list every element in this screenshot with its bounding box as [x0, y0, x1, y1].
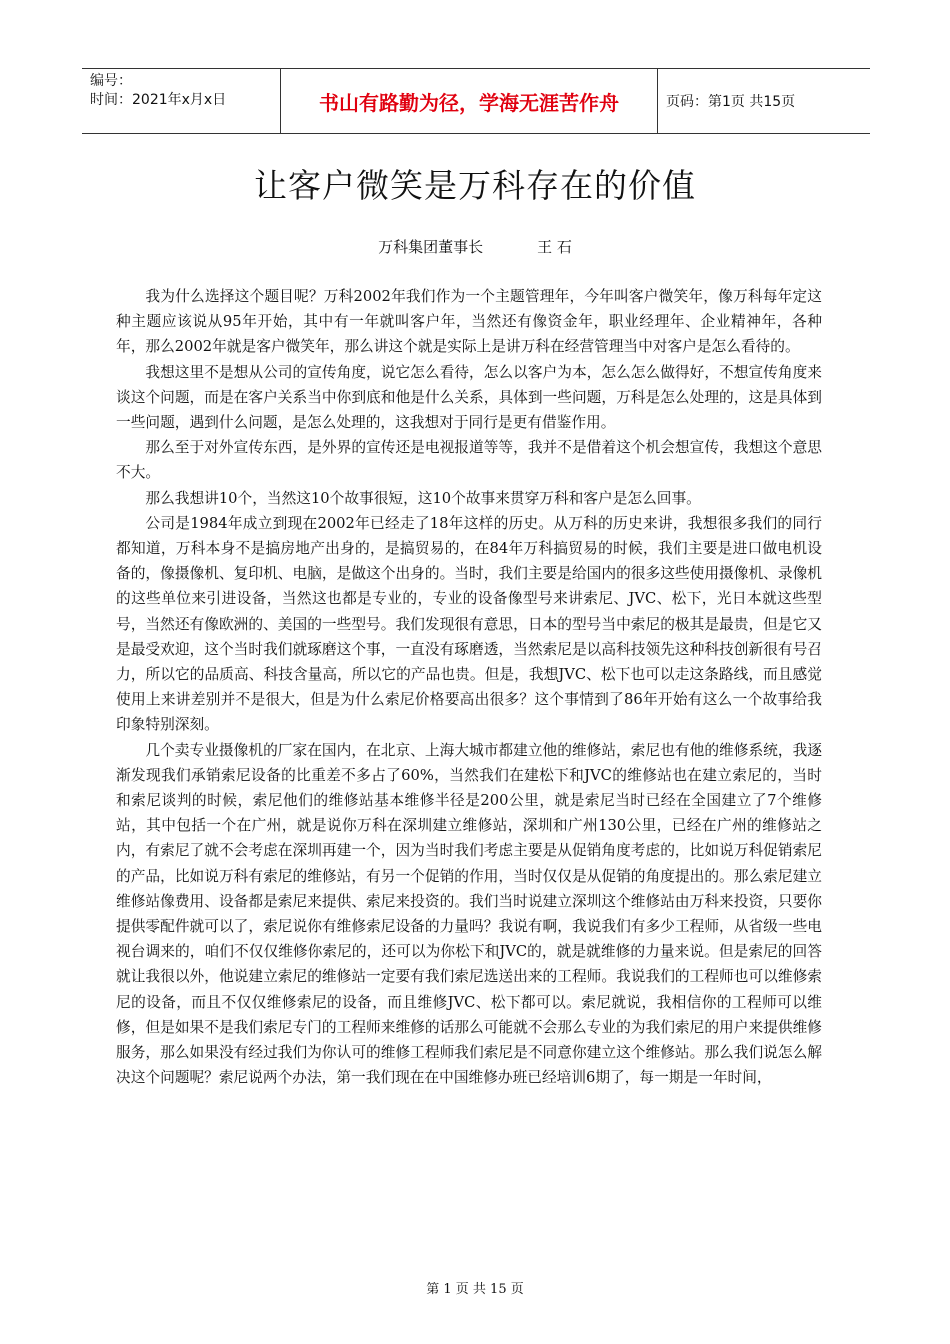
- author-role: 万科集团董事长: [378, 238, 484, 256]
- document-title: 让客户微笑是万科存在的价值: [254, 166, 696, 205]
- body-paragraph: 那么我想讲10个，当然这10个故事很短，这10个故事来贯穿万科和客户是怎么回事。: [145, 489, 701, 507]
- body-paragraph: 几个卖专业摄像机的厂家在国内，在北京、上海大城市都建立他的维修站，索尼也有他的维修系统，我逐渐发现我们承销索尼设备的比重差不多占了60%，当然我们在建松下和JVC的维修站也在建立索尼的，当时和索尼谈判的时候，索尼他们的维修站基本维修半径是200公里，就是索尼当时已经在全国建立了7个维修站，其中包括一个在广州，就是说你万科在深圳建立维修站，深圳和广州130公里，已经在广州的维修站之内，有索尼了就不会考虑在深圳再建一个，因为当时我们考虑主要是从促销角度考虑的，比如说万科促销索尼的产品，比如说万科有索尼的维修站，有另一个促销的作用，当时仅仅是从促销的角度提出的。那么索尼建立维修站像费用、设备都是索尼来提供、索尼来投资的。我们当时说建立深圳这个维修站由万科来投资，只要你提供零配件就可以了，索尼说你有维修索尼设备的力量吗？我说有啊，我说我们有多少工程师，从省级一些电视台调来的，咱们不仅仅维修你索尼的，还可以为你松下和JVC的，就是就维修的力量来说。但是索尼的回答就让我很以外，他说建立索尼的维修站一定要有我们索尼选送出来的工程师。我说我们的工程师也可以维修索尼的设备，而且不仅仅维修索尼的设备，而且维修JVC、松下都可以。索尼就说，我相信你的工程师可以维修，但是如果不是我们索尼专门的工程师来维修的话那么可能就不会那么专业的为我们索尼的用户来提供维修服务，那么如果没有经过我们为你认可的维修工程师我们索尼是不同意你建立这个维修站。那么我们说怎么解决这个问题呢？索尼说两个办法，第一我们现在在中国维修办班已经培训6期了，每一期是一年时间，: [116, 741, 822, 1087]
- body-paragraph: 我想这里不是想从公司的宣传角度，说它怎么看待，怎么以客户为本，怎么怎么做得好，不想宣传角度来谈这个问题，而是在客户关系当中你到底和他是什么关系，具体到一些问题，万科是怎么处理的，这是具体到一些问题，遇到什么问题，是怎么处理的，这我想对于同行是更有借鉴作用。: [116, 363, 822, 432]
- header-page-info-cell: [658, 69, 870, 133]
- header-page-info: 页码：第1页 共15页: [666, 94, 796, 110]
- header-motto-cell: [280, 69, 658, 133]
- author-line: [0, 236, 950, 257]
- document-body: [116, 284, 822, 1091]
- document-time-label: 时间：2021年x月x日: [90, 92, 227, 108]
- page-header: [82, 68, 870, 134]
- document-number-label: 编号：: [90, 73, 132, 89]
- body-paragraph: 我为什么选择这个题目呢？万科2002年我们作为一个主题管理年，今年叫客户微笑年，像万科每年定这种主题应该说从95年开始，其中有一年就叫客户年，当然还有像资金年，职业经理年、企业精神年，各种年，那么2002年就是客户微笑年，那么讲这个就是实际上是讲万科在经营管理当中对客户是怎么看待的。: [116, 288, 822, 356]
- body-paragraph: 那么至于对外宣传东西，是外界的宣传还是电视报道等等，我并不是借着这个机会想宣传，我想这个意思不大。: [116, 439, 822, 482]
- header-motto: 书山有路勤为径，学海无涯苦作舟: [319, 90, 619, 115]
- page-footer: 第 1 页 共 15 页: [426, 1282, 524, 1297]
- body-paragraph: 公司是1984年成立到现在2002年已经走了18年这样的历史。从万科的历史来讲，我想很多我们的同行都知道，万科本身不是搞房地产出身的，是搞贸易的，在84年万科搞贸易的时候，我们主要是进口做电机设备的，像摄像机、复印机、电脑，是做这个出身的。当时，我们主要是给国内的很多这些使用摄像机、录像机的这些单位来引进设备，当然这也都是专业的，专业的设备像型号来讲索尼、JVC、松下，光日本就这些型号，当然还有像欧洲的、美国的一些型号。我们发现很有意思，日本的型号当中索尼的极其是最贵，但是它又是最受欢迎，这个当时我们就琢磨这个事，一直没有琢磨透，当然索尼是以高科技领先这种科技创新很有号召力，所以它的品质高、科技含量高，所以它的产品也贵。但是，我想JVC、松下也可以走这条路线，而且感觉使用上来讲差别并不是很大，但是为什么索尼价格要高出很多？这个事情到了86年开始有这么一个故事给我印象特别深刻。: [116, 514, 822, 734]
- author-name: 王 石: [537, 238, 572, 256]
- header-meta: [82, 69, 280, 133]
